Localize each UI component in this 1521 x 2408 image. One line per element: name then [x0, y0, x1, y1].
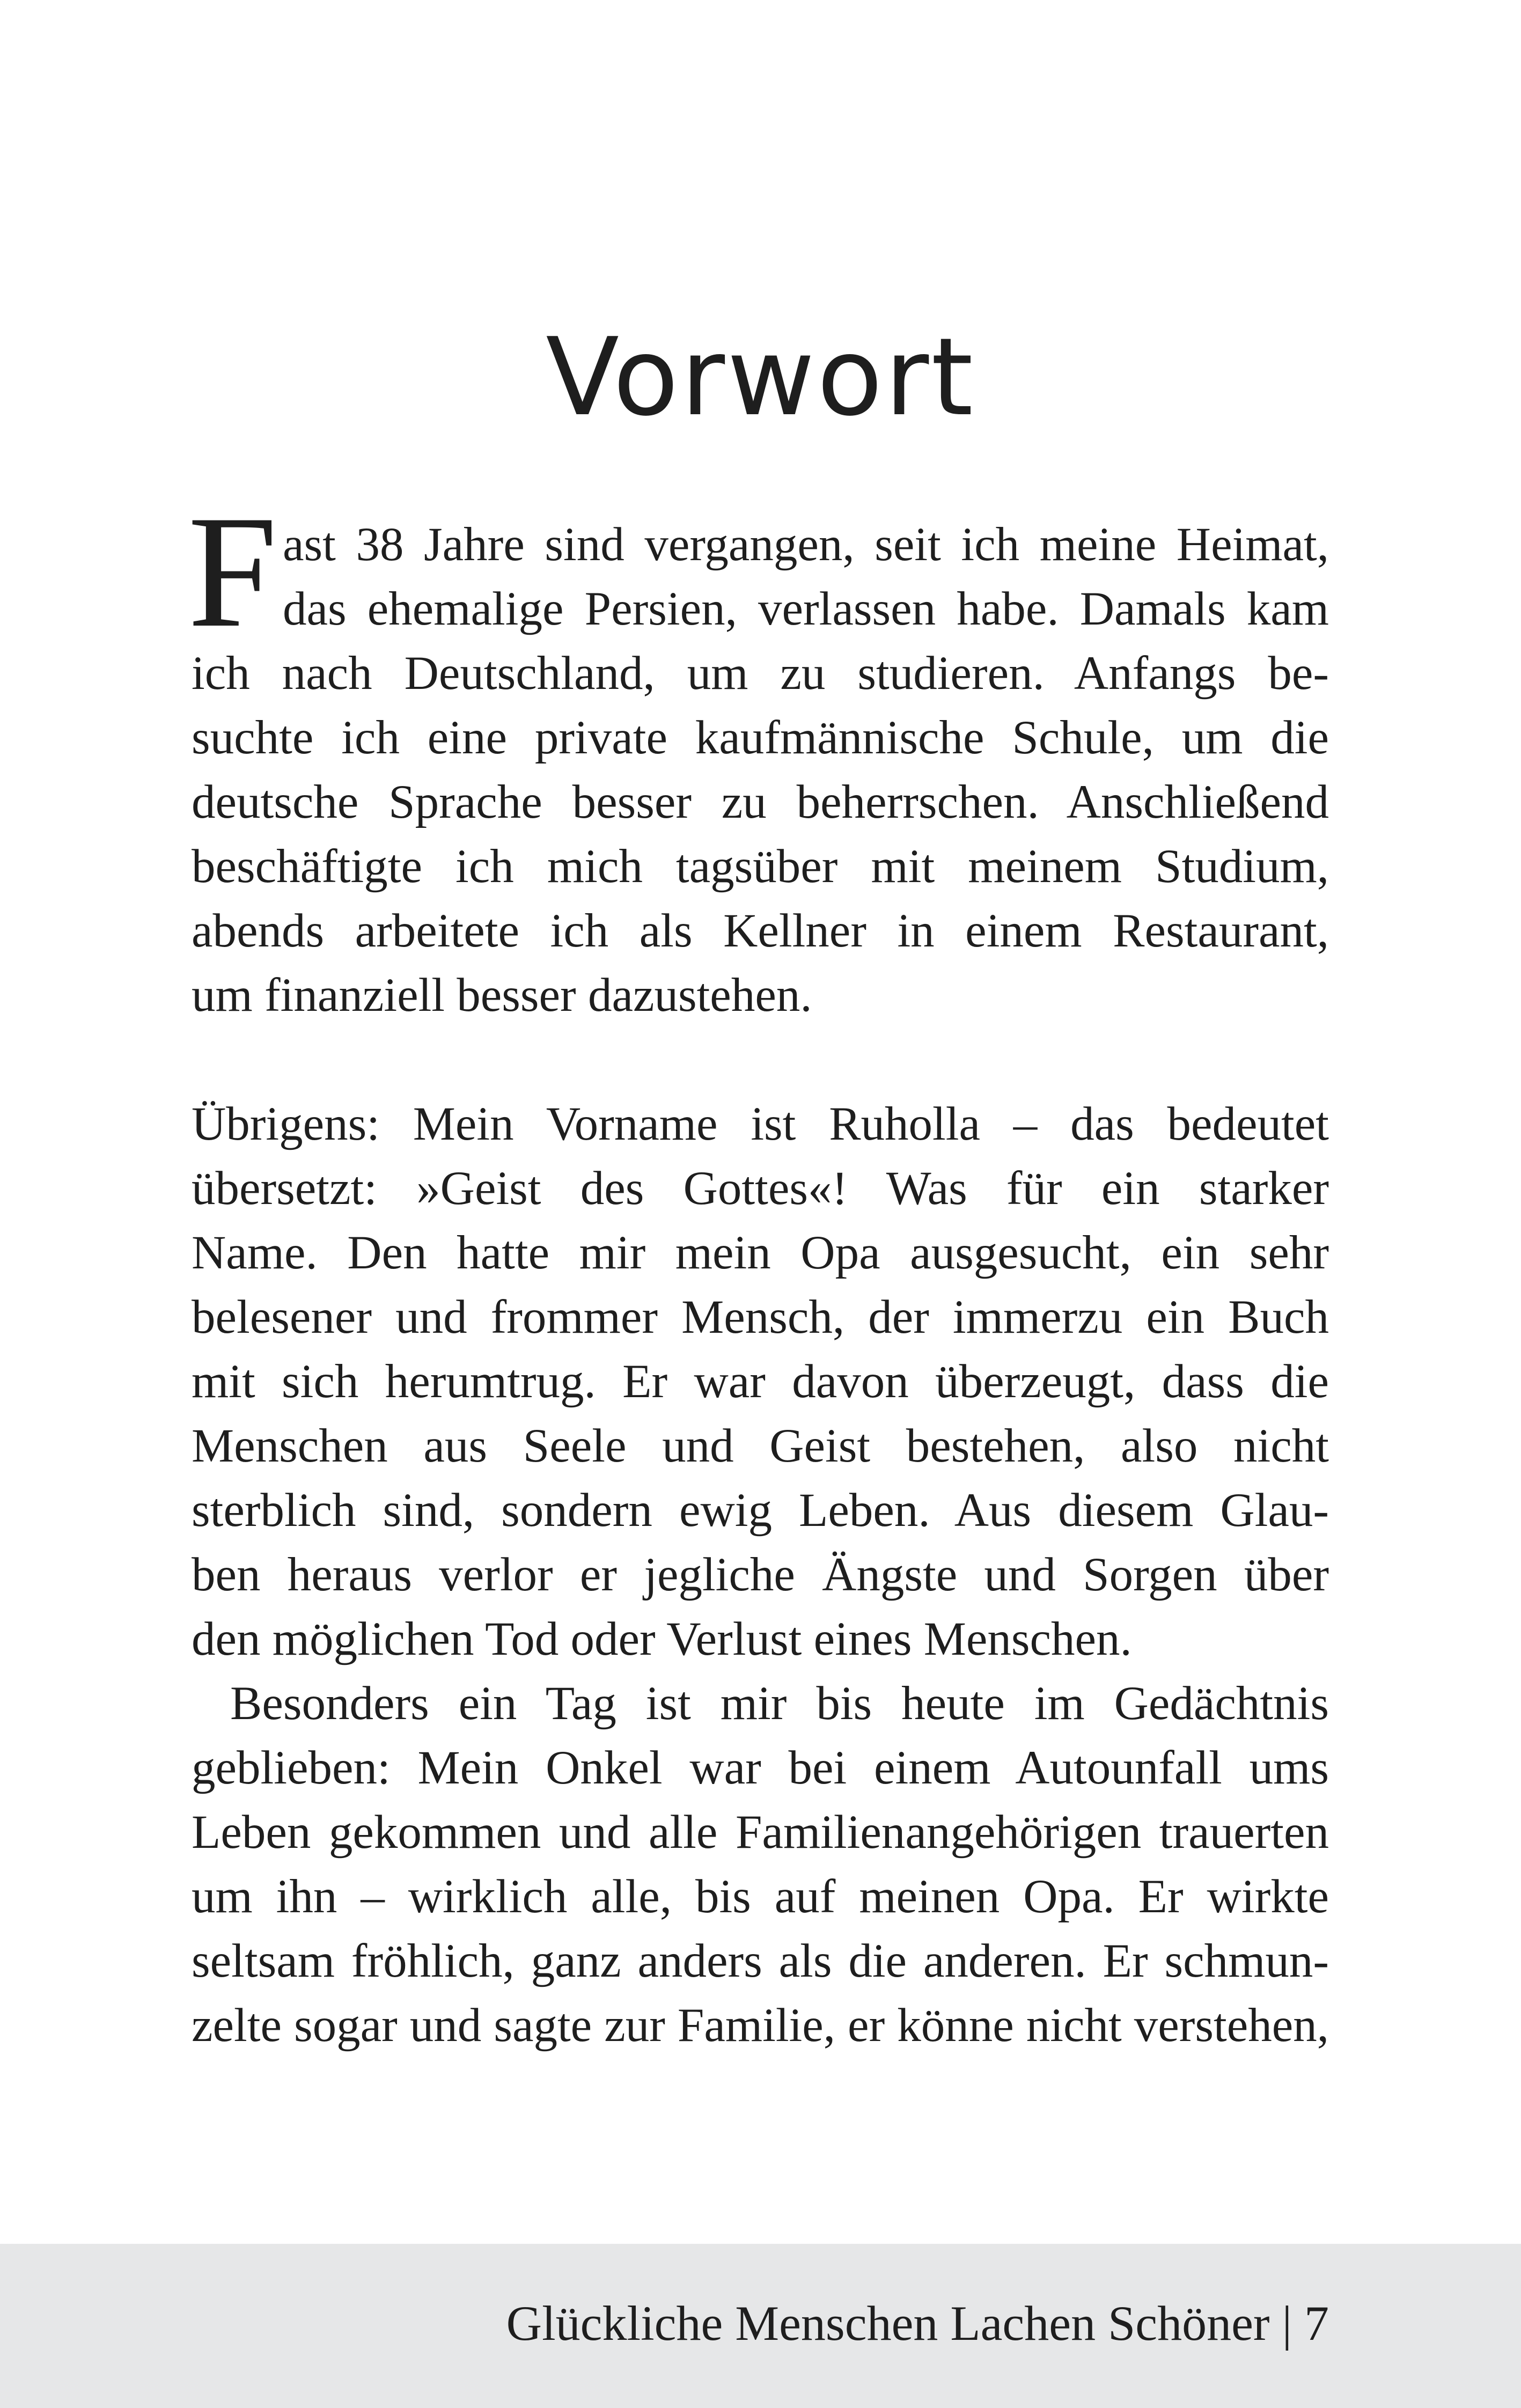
text-line: deutsche Sprache besser zu beherrschen. Anschließend — [192, 776, 1329, 828]
page-footer — [0, 2244, 1521, 2408]
text-line: Besonders ein Tag ist mir bis heute im Gedächtnis — [230, 1677, 1329, 1730]
drop-cap: F — [188, 482, 277, 660]
text-line: ast 38 Jahre sind vergangen, seit ich meine Heimat, — [283, 518, 1329, 571]
text-line: mit sich herumtrug. Er war davon überzeugt, dass die — [192, 1355, 1329, 1408]
text-line: um finanziell besser dazustehen. — [192, 969, 812, 1022]
text-line: ich nach Deutschland, um zu studieren. Anfangs be- — [192, 647, 1329, 700]
text-line: übersetzt: »Geist des Gottes«! Was für ein starker — [192, 1162, 1329, 1215]
footer-separator: | — [1282, 2296, 1292, 2351]
text-line: geblieben: Mein Onkel war bei einem Autounfall ums — [192, 1742, 1329, 1794]
text-line: um ihn – wirklich alle, bis auf meinen Opa. Er wirkte — [192, 1870, 1329, 1923]
text-line: belesener und frommer Mensch, der immerzu ein Buch — [192, 1291, 1329, 1344]
text-line: das ehemalige Persien, verlassen habe. Damals kam — [283, 583, 1329, 635]
text-line: suchte ich eine private kaufmännische Schule, um die — [192, 711, 1329, 764]
text-line: zelte sogar und sagte zur Familie, er könne nicht verstehen, — [192, 1999, 1329, 2052]
text-line: abends arbeitete ich als Kellner in einem Restaurant, — [192, 905, 1329, 957]
page-title: Vorwort — [546, 315, 975, 440]
text-line: Leben gekommen und alle Familienangehörigen trauerten — [192, 1806, 1329, 1859]
text-line: ben heraus verlor er jegliche Ängste und Sorgen über — [192, 1548, 1329, 1601]
text-line: Name. Den hatte mir mein Opa ausgesucht, ein sehr — [192, 1227, 1329, 1279]
footer-book-title: Glückliche Menschen Lachen Schöner — [506, 2296, 1270, 2351]
page-number: 7 — [1304, 2296, 1329, 2351]
text-line: sterblich sind, sondern ewig Leben. Aus diesem Glau- — [192, 1484, 1329, 1537]
footer-text — [506, 2291, 1329, 2355]
text-line: den möglichen Tod oder Verlust eines Menschen. — [192, 1613, 1132, 1665]
text-line: Übrigens: Mein Vorname ist Ruholla – das bedeutet — [192, 1098, 1329, 1150]
text-line: seltsam fröhlich, ganz anders als die anderen. Er schmun- — [192, 1935, 1329, 1987]
text-line: beschäftigte ich mich tagsüber mit meinem Studium, — [192, 840, 1329, 893]
text-line: Menschen aus Seele und Geist bestehen, also nicht — [192, 1420, 1329, 1472]
